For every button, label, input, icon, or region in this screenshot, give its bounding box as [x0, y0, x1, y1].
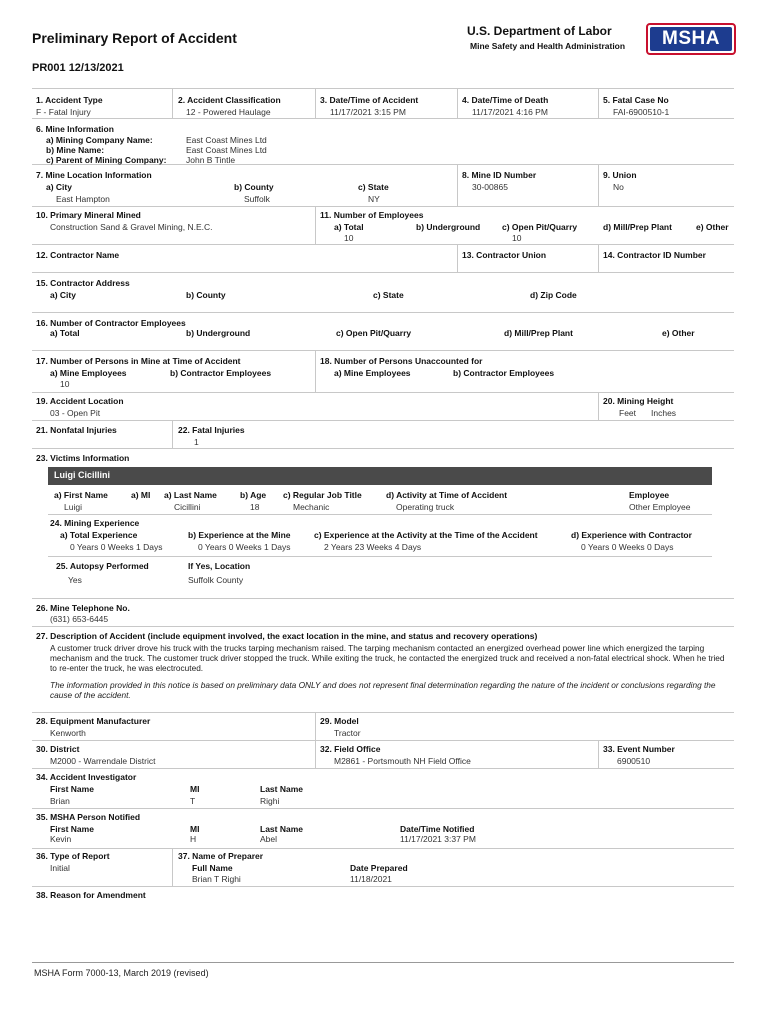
mine-telephone-value: (631) 653-6445 — [50, 614, 109, 624]
activity-experience-label: c) Experience at the Activity at the Time of the Accident — [314, 530, 538, 540]
divider — [32, 768, 734, 769]
death-datetime-value: 11/17/2021 4:16 PM — [472, 107, 548, 117]
notified-last-value: Abel — [260, 834, 278, 844]
persons-contractor-label: b) Contractor Employees — [170, 368, 272, 378]
unaccounted-mine-employees-label: a) Mine Employees — [334, 368, 411, 378]
mining-company-label: a) Mining Company Name: — [46, 135, 153, 145]
msha-logo-text: MSHA — [650, 27, 732, 51]
primary-mineral-value: Construction Sand & Gravel Mining, N.E.C. — [50, 222, 213, 232]
divider — [315, 206, 316, 244]
city-label: a) City — [46, 182, 72, 192]
model-label: 29. Model — [320, 716, 359, 726]
persons-mine-employees-value: 10 — [60, 379, 70, 389]
notified-datetime-value: 11/17/2021 3:37 PM — [400, 834, 476, 844]
victim-last-value: Cicillini — [174, 502, 201, 512]
divider — [172, 88, 173, 118]
victim-job-label: c) Regular Job Title — [283, 490, 362, 500]
mine-telephone-label: 26. Mine Telephone No. — [36, 603, 130, 613]
page-title: Preliminary Report of Accident — [32, 30, 237, 46]
preliminary-note: The information provided in this notice is based on preliminary data ONLY and does not represent final determination regarding the nature of the incident or conclusions regarding the cause of the accident. — [50, 680, 716, 700]
victim-employee-label: Employee — [629, 490, 670, 500]
event-number-label: 33. Event Number — [603, 744, 675, 754]
divider — [32, 626, 734, 627]
department-name: U.S. Department of Labor — [467, 24, 612, 38]
divider — [32, 740, 734, 741]
contractor-address-label: 15. Contractor Address — [36, 278, 130, 288]
preparer-name-value: Brian T Righi — [192, 874, 241, 884]
divider — [598, 392, 599, 420]
divider — [598, 88, 599, 118]
city-value: East Hampton — [56, 194, 110, 204]
mining-height-label: 20. Mining Height — [603, 396, 674, 406]
report-id: PR001 12/13/2021 — [32, 62, 124, 74]
report-type-label: 36. Type of Report — [36, 851, 110, 861]
divider — [457, 164, 458, 206]
mining-height-feet: Feet — [619, 408, 637, 418]
victim-employee-value: Other Employee — [629, 502, 691, 512]
accident-type-value: F - Fatal Injury — [36, 107, 91, 117]
activity-experience-value: 2 Years 23 Weeks 4 Days — [324, 542, 422, 552]
accident-classification-value: 12 - Powered Haulage — [186, 107, 271, 117]
victim-job-value: Mechanic — [293, 502, 330, 512]
district-label: 30. District — [36, 744, 80, 754]
accident-type-label: 1. Accident Type — [36, 95, 103, 105]
contractor-openpit-label: c) Open Pit/Quarry — [336, 328, 412, 338]
victim-age-label: b) Age — [240, 490, 267, 500]
contractor-other-label: e) Other — [662, 328, 695, 338]
contractor-experience-label: d) Experience with Contractor — [571, 530, 692, 540]
investigator-label: 34. Accident Investigator — [36, 772, 137, 782]
divider — [48, 556, 712, 557]
unaccounted-contractor-label: b) Contractor Employees — [453, 368, 555, 378]
victim-first-value: Luigi — [64, 502, 82, 512]
employees-underground-label: b) Underground — [416, 222, 481, 232]
parent-company-label: c) Parent of Mining Company: — [46, 155, 167, 165]
divider — [32, 808, 734, 809]
notified-mi-value: H — [190, 834, 197, 844]
contractor-state-label: c) State — [373, 290, 404, 300]
divider — [32, 272, 734, 273]
investigator-last-label: Last Name — [260, 784, 303, 794]
total-experience-label: a) Total Experience — [60, 530, 138, 540]
accident-location-label: 19. Accident Location — [36, 396, 124, 406]
divider — [172, 420, 173, 448]
form-footer: MSHA Form 7000-13, March 2019 (revised) — [34, 968, 209, 978]
persons-in-mine-label: 17. Number of Persons in Mine at Time of Accident — [36, 356, 241, 366]
autopsy-value: Yes — [68, 575, 82, 585]
victim-first-label: a) First Name — [54, 490, 108, 500]
mine-name-label: b) Mine Name: — [46, 145, 105, 155]
parent-company-value: John B Tintle — [186, 155, 236, 165]
employees-total-label: a) Total — [334, 222, 364, 232]
mine-experience-value: 0 Years 0 Weeks 1 Days — [198, 542, 291, 552]
accident-location-value: 03 - Open Pit — [50, 408, 101, 418]
autopsy-location-value: Suffolk County — [188, 575, 244, 585]
employees-total-value: 10 — [344, 233, 354, 243]
mine-info-label: 6. Mine Information — [36, 124, 114, 134]
divider — [32, 886, 734, 887]
union-label: 9. Union — [603, 170, 637, 180]
divider — [172, 848, 173, 886]
victim-last-label: a) Last Name — [164, 490, 217, 500]
divider — [598, 244, 599, 272]
field-office-label: 32. Field Office — [320, 744, 381, 754]
employees-other-label: e) Other — [696, 222, 729, 232]
amendment-reason-label: 38. Reason for Amendment — [36, 890, 146, 900]
notified-first-value: Kevin — [50, 834, 72, 844]
contractor-id-label: 14. Contractor ID Number — [603, 250, 706, 260]
employees-openpit-label: c) Open Pit/Quarry — [502, 222, 578, 232]
mine-name-value: East Coast Mines Ltd — [186, 145, 267, 155]
victim-header-bar — [48, 467, 712, 485]
model-value: Tractor — [334, 728, 361, 738]
victim-activity-label: d) Activity at Time of Accident — [386, 490, 508, 500]
notified-last-label: Last Name — [260, 824, 303, 834]
contractor-underground-label: b) Underground — [186, 328, 251, 338]
state-label: c) State — [358, 182, 389, 192]
accident-datetime-value: 11/17/2021 3:15 PM — [330, 107, 406, 117]
investigator-first-label: First Name — [50, 784, 94, 794]
accident-classification-label: 2. Accident Classification — [178, 95, 281, 105]
description-label: 27. Description of Accident (include equipment involved, the exact location in the mine, and status and recovery operations) — [36, 631, 538, 641]
death-datetime-label: 4. Date/Time of Death — [462, 95, 549, 105]
divider — [32, 392, 734, 393]
employees-mill-label: d) Mill/Prep Plant — [603, 222, 672, 232]
person-notified-label: 35. MSHA Person Notified — [36, 812, 141, 822]
investigator-mi-label: MI — [190, 784, 200, 794]
divider — [32, 118, 734, 119]
victim-name: Luigi Cicillini — [54, 470, 110, 480]
notified-first-label: First Name — [50, 824, 94, 834]
fatal-injuries-value: 1 — [194, 437, 199, 447]
contractor-experience-value: 0 Years 0 Weeks 0 Days — [581, 542, 674, 552]
contractor-total-label: a) Total — [50, 328, 80, 338]
divider — [32, 848, 734, 849]
mine-location-label: 7. Mine Location Information — [36, 170, 152, 180]
autopsy-location-label: If Yes, Location — [188, 561, 251, 571]
divider — [32, 420, 734, 421]
msha-logo — [646, 23, 736, 55]
contractor-zip-label: d) Zip Code — [530, 290, 577, 300]
field-office-value: M2861 - Portsmouth NH Field Office — [334, 756, 471, 766]
divider — [32, 598, 734, 599]
mine-id-label: 8. Mine ID Number — [462, 170, 537, 180]
notified-mi-label: MI — [190, 824, 200, 834]
victim-mi-label: a) MI — [131, 490, 151, 500]
union-value: No — [613, 182, 624, 192]
equipment-manufacturer-value: Kenworth — [50, 728, 86, 738]
divider — [598, 740, 599, 768]
investigator-mi-value: T — [190, 796, 196, 806]
fatal-case-label: 5. Fatal Case No — [603, 95, 669, 105]
fatal-injuries-label: 22. Fatal Injuries — [178, 425, 245, 435]
investigator-first-value: Brian — [50, 796, 70, 806]
contractor-name-label: 12. Contractor Name — [36, 250, 120, 260]
nonfatal-injuries-label: 21. Nonfatal Injuries — [36, 425, 117, 435]
fatal-case-value: FAI-6900510-1 — [613, 107, 670, 117]
county-value: Suffolk — [244, 194, 270, 204]
mining-experience-label: 24. Mining Experience — [50, 518, 140, 528]
primary-mineral-label: 10. Primary Mineral Mined — [36, 210, 141, 220]
accident-datetime-label: 3. Date/Time of Accident — [320, 95, 419, 105]
persons-mine-employees-label: a) Mine Employees — [50, 368, 127, 378]
divider — [32, 88, 734, 89]
mine-id-value: 30-00865 — [472, 182, 508, 192]
report-type-value: Initial — [50, 863, 70, 873]
agency-name: Mine Safety and Health Administration — [470, 41, 626, 51]
description-text: A customer truck driver drove his truck with the trucks tarping mechanism raised. The tarping mechanism contacted an energized overhead power line which energized the tarping mechanism and the truck. The customer truck driver stopped the truck. While exiting the truck, he contacted the energized truck and received a non-fatal electrical shock. When he tried to re-enter the truck, he was electrocuted. — [50, 643, 725, 673]
county-label: b) County — [234, 182, 274, 192]
unaccounted-label: 18. Number of Persons Unaccounted for — [320, 356, 483, 366]
employees-label: 11. Number of Employees — [320, 210, 424, 220]
date-prepared-label: Date Prepared — [350, 863, 408, 873]
contractor-city-label: a) City — [50, 290, 76, 300]
contractor-union-label: 13. Contractor Union — [462, 250, 547, 260]
contractor-employees-label: 16. Number of Contractor Employees — [36, 318, 186, 328]
employees-openpit-value: 10 — [512, 233, 522, 243]
divider — [315, 350, 316, 392]
divider — [457, 88, 458, 118]
footer-divider — [32, 962, 734, 963]
district-value: M2000 - Warrendale District — [50, 756, 156, 766]
victim-activity-value: Operating truck — [396, 502, 455, 512]
divider — [32, 244, 734, 245]
divider — [315, 712, 316, 740]
mine-experience-label: b) Experience at the Mine — [188, 530, 291, 540]
notified-datetime-label: Date/Time Notified — [400, 824, 475, 834]
equipment-manufacturer-label: 28. Equipment Manufacturer — [36, 716, 151, 726]
divider — [32, 448, 734, 449]
victims-info-label: 23. Victims Information — [36, 453, 130, 463]
preparer-name-label: Full Name — [192, 863, 233, 873]
divider — [32, 350, 734, 351]
divider — [598, 164, 599, 206]
autopsy-label: 25. Autopsy Performed — [56, 561, 149, 571]
state-value: NY — [368, 194, 380, 204]
victim-age-value: 18 — [250, 502, 260, 512]
investigator-last-value: Righi — [260, 796, 280, 806]
contractor-mill-label: d) Mill/Prep Plant — [504, 328, 573, 338]
date-prepared-value: 11/18/2021 — [350, 874, 392, 884]
mining-company-value: East Coast Mines Ltd — [186, 135, 267, 145]
divider — [315, 740, 316, 768]
divider — [32, 206, 734, 207]
mining-height-inches: Inches — [651, 408, 677, 418]
divider — [48, 514, 712, 515]
event-number-value: 6900510 — [617, 756, 651, 766]
divider — [315, 88, 316, 118]
preparer-label: 37. Name of Preparer — [178, 851, 264, 861]
divider — [32, 712, 734, 713]
divider — [32, 312, 734, 313]
contractor-county-label: b) County — [186, 290, 226, 300]
divider — [457, 244, 458, 272]
total-experience-value: 0 Years 0 Weeks 1 Days — [70, 542, 163, 552]
